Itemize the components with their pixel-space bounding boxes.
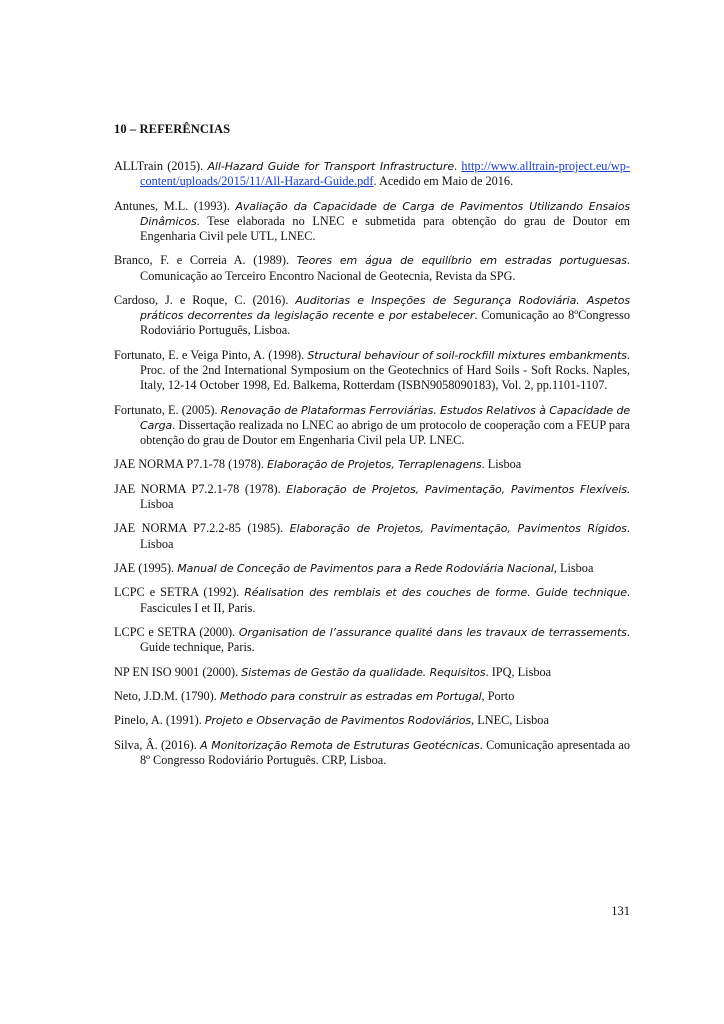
reference-title: Renovação de Plataformas Ferroviárias. Estudos Relativos à Capacidade de Carga	[140, 403, 630, 432]
reference-details: . Comunicação ao Terceiro Encontro Nacional de Geotecnia, Revista da SPG.	[140, 253, 630, 283]
reference-entry	[114, 348, 630, 394]
reference-author-year: Fortunato, E. e Veiga Pinto, A. (1998).	[114, 347, 308, 362]
reference-details: . IPQ, Lisboa	[485, 664, 552, 679]
reference-author-year: JAE (1995).	[114, 560, 178, 575]
reference-author-year: Pinelo, A. (1991).	[114, 713, 205, 728]
reference-title: Organisation de l’assurance qualité dans les travaux de terrassements	[238, 625, 627, 639]
reference-entry	[114, 738, 630, 768]
reference-title: Réalisation des remblais et des couches de forme. Guide technique	[244, 586, 627, 600]
reference-author-year: JAE NORMA P7.2.1-78 (1978).	[114, 481, 287, 496]
reference-details: . Fascicules I et II, Paris.	[140, 585, 630, 615]
reference-entry	[114, 625, 630, 655]
reference-entry	[114, 561, 630, 576]
reference-title: Structural behaviour of soil-rockfill mixtures embankments	[307, 348, 627, 362]
reference-details: , Porto	[481, 688, 515, 703]
reference-list	[114, 159, 630, 777]
reference-entry	[114, 713, 630, 728]
reference-details: . Lisboa	[140, 481, 630, 511]
reference-title: A Monitorização Remota de Estruturas Geotécnicas	[200, 738, 480, 752]
reference-title: Methodo para construir as estradas em Portugal	[219, 689, 482, 703]
reference-title: Elaboração de Projetos, Pavimentação, Pavimentos Rígidos	[289, 522, 627, 536]
reference-details: , LNEC, Lisboa	[471, 713, 549, 728]
reference-title: Manual de Conceção de Pavimentos para a Rede Rodoviária Nacional	[177, 561, 554, 575]
reference-title: Teores em água de equilíbrio em estradas portuguesas	[296, 254, 627, 268]
reference-author-year: ALLTrain (2015).	[114, 159, 208, 173]
reference-title: Sistemas de Gestão da qualidade. Requisitos	[241, 665, 486, 679]
reference-entry	[114, 457, 630, 472]
reference-title: Elaboração de Projetos, Pavimentação, Pavimentos Flexíveis	[286, 482, 627, 496]
reference-title: Auditorias e Inspeções de Segurança Rodoviária. Aspetos práticos decorrentes da legislação recente e por estabelecer	[140, 293, 630, 323]
page-number: 131	[611, 904, 630, 918]
reference-details: . Lisboa	[481, 457, 522, 472]
reference-details: . Guide technique, Paris.	[140, 624, 630, 655]
reference-details: . Dissertação realizada no LNEC ao abrigo de um protocolo de cooperação com a FEUP para obtenção do grau de Doutor em Engenharia Civil pela UP. LNEC.	[140, 417, 630, 447]
reference-title: Elaboração de Projetos, Terraplenagens	[267, 458, 482, 472]
reference-details: . Proc. of the 2nd International Symposium on the Geotechnics of Hard Soils - Soft Rocks. Naples, Italy, 12-14 October 1998, Ed. Balkema, Rotterdam (ISBN9058090183), Vol. 2, pp.1101-1107.	[140, 347, 630, 393]
reference-author-year: JAE NORMA P7.1-78 (1978).	[114, 457, 268, 472]
reference-details: . Lisboa	[140, 521, 630, 551]
reference-entry	[114, 403, 630, 449]
reference-author-year: JAE NORMA P7.2.2-85 (1985).	[114, 521, 290, 536]
reference-title: All-Hazard Guide for Transport Infrastructure	[207, 160, 454, 173]
reference-author-year: Cardoso, J. e Roque, C. (2016).	[114, 292, 296, 307]
reference-entry	[114, 253, 630, 283]
reference-author-year: NP EN ISO 9001 (2000).	[114, 664, 242, 679]
reference-entry	[114, 482, 630, 512]
reference-author-year: Antunes, M.L. (1993).	[114, 198, 236, 213]
reference-link[interactable]: http://www.alltrain-project.eu/wp-content/uploads/2015/11/All-Hazard-Guide.pdf	[140, 159, 630, 189]
reference-author-year: Neto, J.D.M. (1790).	[114, 688, 220, 703]
reference-entry	[114, 665, 630, 680]
reference-title: Projeto e Observação de Pavimentos Rodoviários	[204, 714, 472, 728]
section-heading: 10 – REFERÊNCIAS	[114, 122, 231, 136]
reference-details: .	[454, 159, 462, 173]
reference-author-year: Branco, F. e Correia A. (1989).	[114, 253, 297, 268]
reference-title: Avaliação da Capacidade de Carga de Pavimentos Utilizando Ensaios Dinâmicos	[140, 199, 631, 228]
reference-entry	[114, 521, 630, 551]
reference-entry	[114, 585, 630, 615]
reference-author-year: LCPC e SETRA (1992).	[114, 585, 245, 600]
reference-details: . Comunicação ao 8ºCongresso Rodoviário Português, Lisboa.	[140, 308, 630, 338]
reference-author-year: Fortunato, E. (2005).	[114, 402, 221, 417]
reference-entry	[114, 199, 630, 245]
reference-entry	[114, 159, 630, 189]
reference-author-year: Silva, Â. (2016).	[114, 737, 201, 752]
reference-entry	[114, 293, 630, 339]
reference-access-note: . Acedido em Maio de 2016.	[373, 174, 514, 189]
reference-details: . Tese elaborada no LNEC e submetida para obtenção do grau de Doutor em Engenharia Civil pele UTL, LNEC.	[140, 213, 630, 243]
reference-details: , Lisboa	[553, 560, 594, 575]
reference-author-year: LCPC e SETRA (2000).	[114, 624, 239, 639]
reference-details: . Comunicação apresentada ao 8º Congresso Rodoviário Português. CRP, Lisboa.	[140, 737, 630, 767]
reference-entry	[114, 689, 630, 704]
